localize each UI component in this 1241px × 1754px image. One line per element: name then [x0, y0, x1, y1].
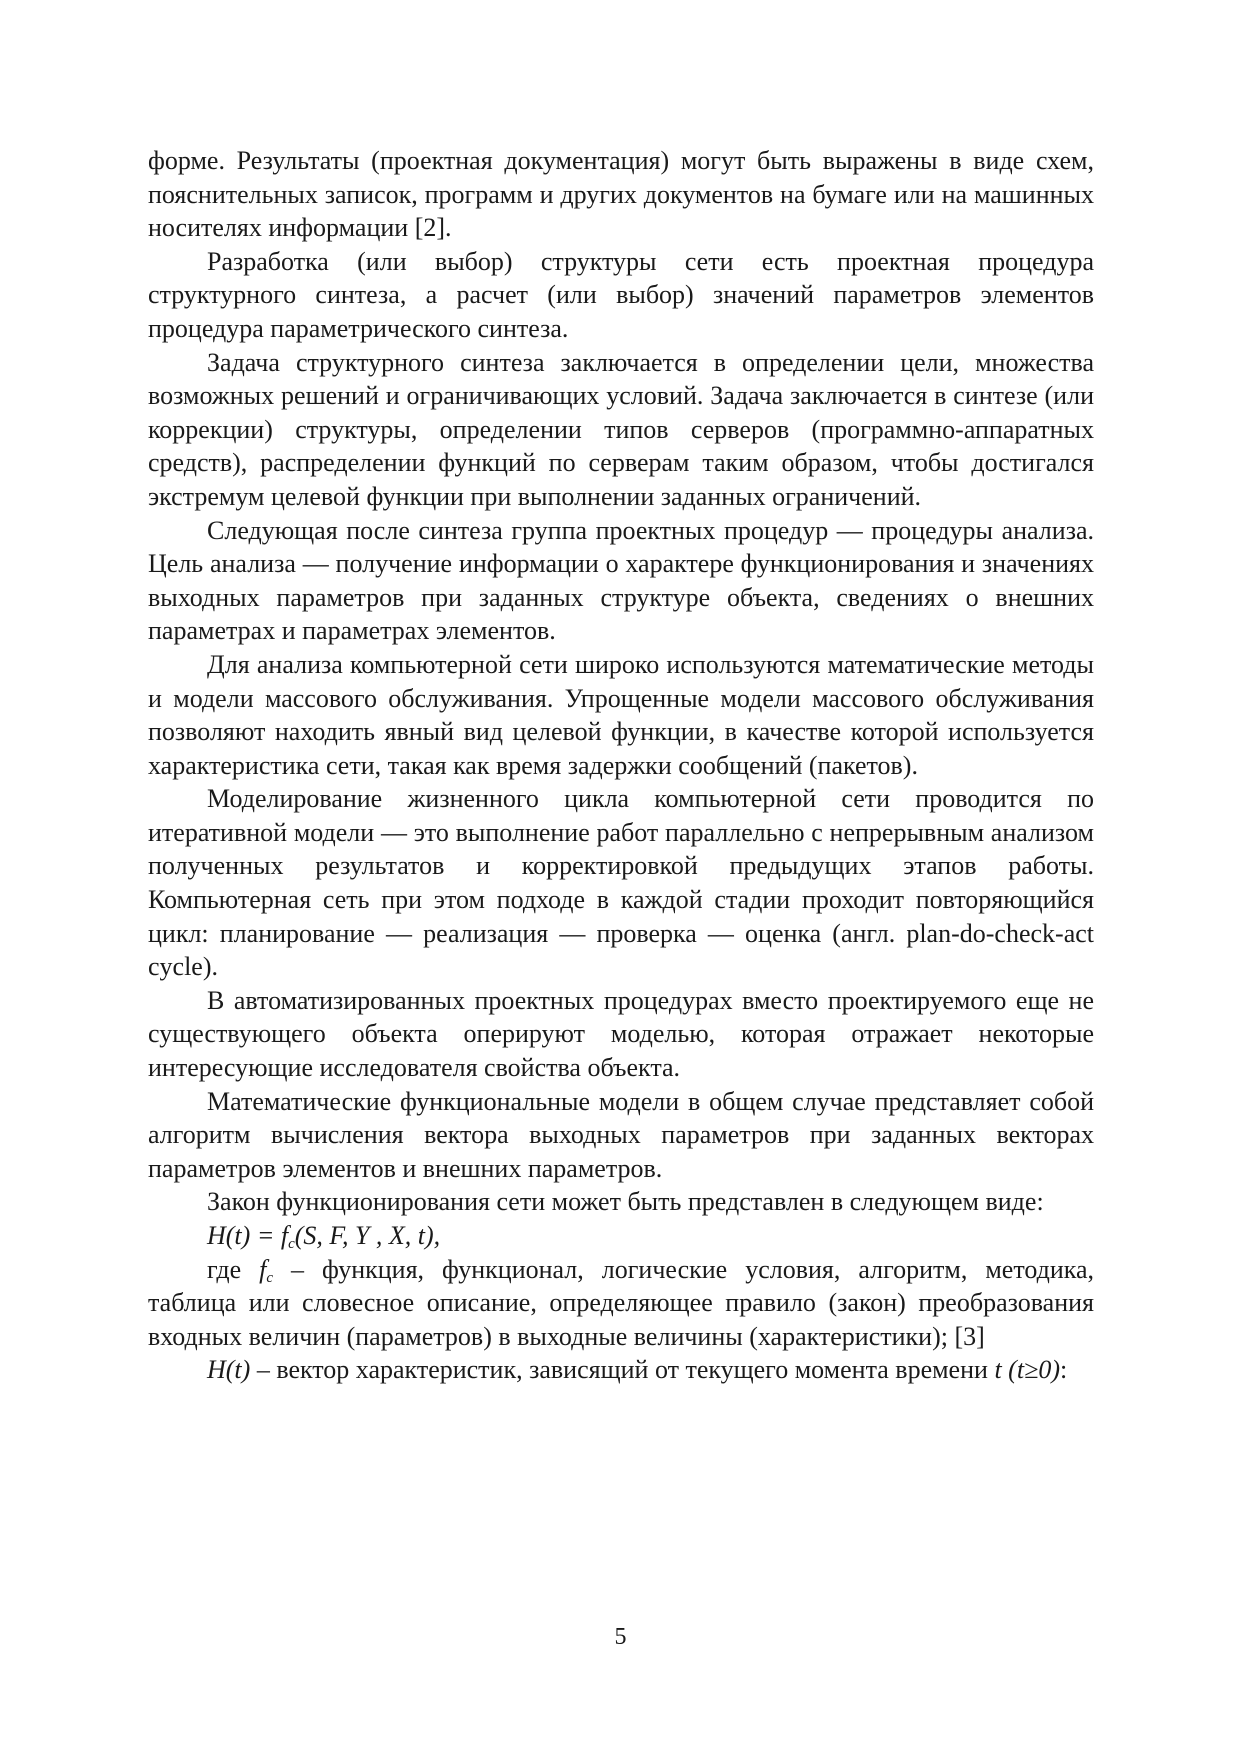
where-text: – функция, функционал, логические условия, алгоритм, методика, таблица или словесное описание, определяющее правило (закон) преобразования входных величин (параметров) в выходные величины (характеристики); [3] [148, 1254, 1095, 1351]
paragraph-3: Задача структурного синтеза заключается в определении цели, множества возможных решений и ограничивающих условий. Задача заключается в синтезе (или коррекции) структуры, определении типов серверов (программно-аппаратных средств), распределении функций по серверам таким образом, чтобы достигался экстремум целевой функции при выполнении заданных ограничений. [148, 347, 1094, 511]
paragraph-2: Разработка (или выбор) структуры сети есть проектная процедура структурного синтеза, а расчет (или выбор) значений параметров элементов процедура параметрического синтеза. [148, 246, 1094, 343]
formula-rhs: (S, F, Y , X, t), [294, 1221, 441, 1250]
where-lead: где [207, 1254, 260, 1284]
where-subscript: c [266, 1269, 274, 1286]
paragraph-4: Следующая после синтеза группа проектных процедур — процедуры анализа. Цель анализа — получение информации о характере функционирования и значениях выходных параметров при заданных структуре объекта, сведениях о внешних параметрах и параметрах элементов. [148, 515, 1094, 646]
formula-lhs: H(t) = f [207, 1221, 289, 1250]
formula-subscript: c [288, 1236, 295, 1252]
paragraph-8: Математические функциональные модели в общем случае представляет собой алгоритм вычисления вектора выходных параметров при заданных векторах параметров элементов и внешних параметров. [148, 1086, 1094, 1183]
where-symbol: f [259, 1254, 267, 1284]
document-page [148, 144, 1094, 1387]
last-text: – вектор характеристик, зависящий от текущего момента времени [250, 1355, 995, 1385]
where-paragraph [148, 1253, 1094, 1354]
last-paragraph [148, 1353, 1094, 1387]
last-colon: : [1059, 1355, 1068, 1385]
page-number: 5 [614, 1624, 627, 1650]
paragraph-9: Закон функционирования сети может быть представлен в следующем виде: [207, 1187, 1044, 1217]
paragraph-1: форме. Результаты (проектная документация) могут быть выражены в виде схем, пояснительных записок, программ и других документов на бумаге или на машинных носителях информации [2]. [148, 146, 1094, 243]
paragraph-5: Для анализа компьютерной сети широко используются математические методы и модели массового обслуживания. Упрощенные модели массового обслуживания позволяют находить явный вид целевой функции, в качестве которой используется характеристика сети, такая как время задержки сообщений (пакетов). [148, 649, 1094, 780]
paragraph-7: В автоматизированных проектных процедурах вместо проектируемого еще не существующего объекта оперируют моделью, которая отражает некоторые интересующие исследователя свойства объекта. [148, 985, 1094, 1083]
last-tail: t (t≥0) [994, 1355, 1060, 1385]
formula-line [148, 1219, 1094, 1253]
last-symbol: H(t) [207, 1355, 251, 1385]
paragraph-6: Моделирование жизненного цикла компьютерной сети проводится по итеративной модели — это выполнение работ параллельно с непрерывным анализом полученных результатов и корректировкой предыдущих этапов работы. Компьютерная сеть при этом подходе в каждой стадии проходит повторяющийся цикл: планирование — реализация — проверка — оценка (англ. plan-do-check-act cycle). [148, 784, 1094, 982]
